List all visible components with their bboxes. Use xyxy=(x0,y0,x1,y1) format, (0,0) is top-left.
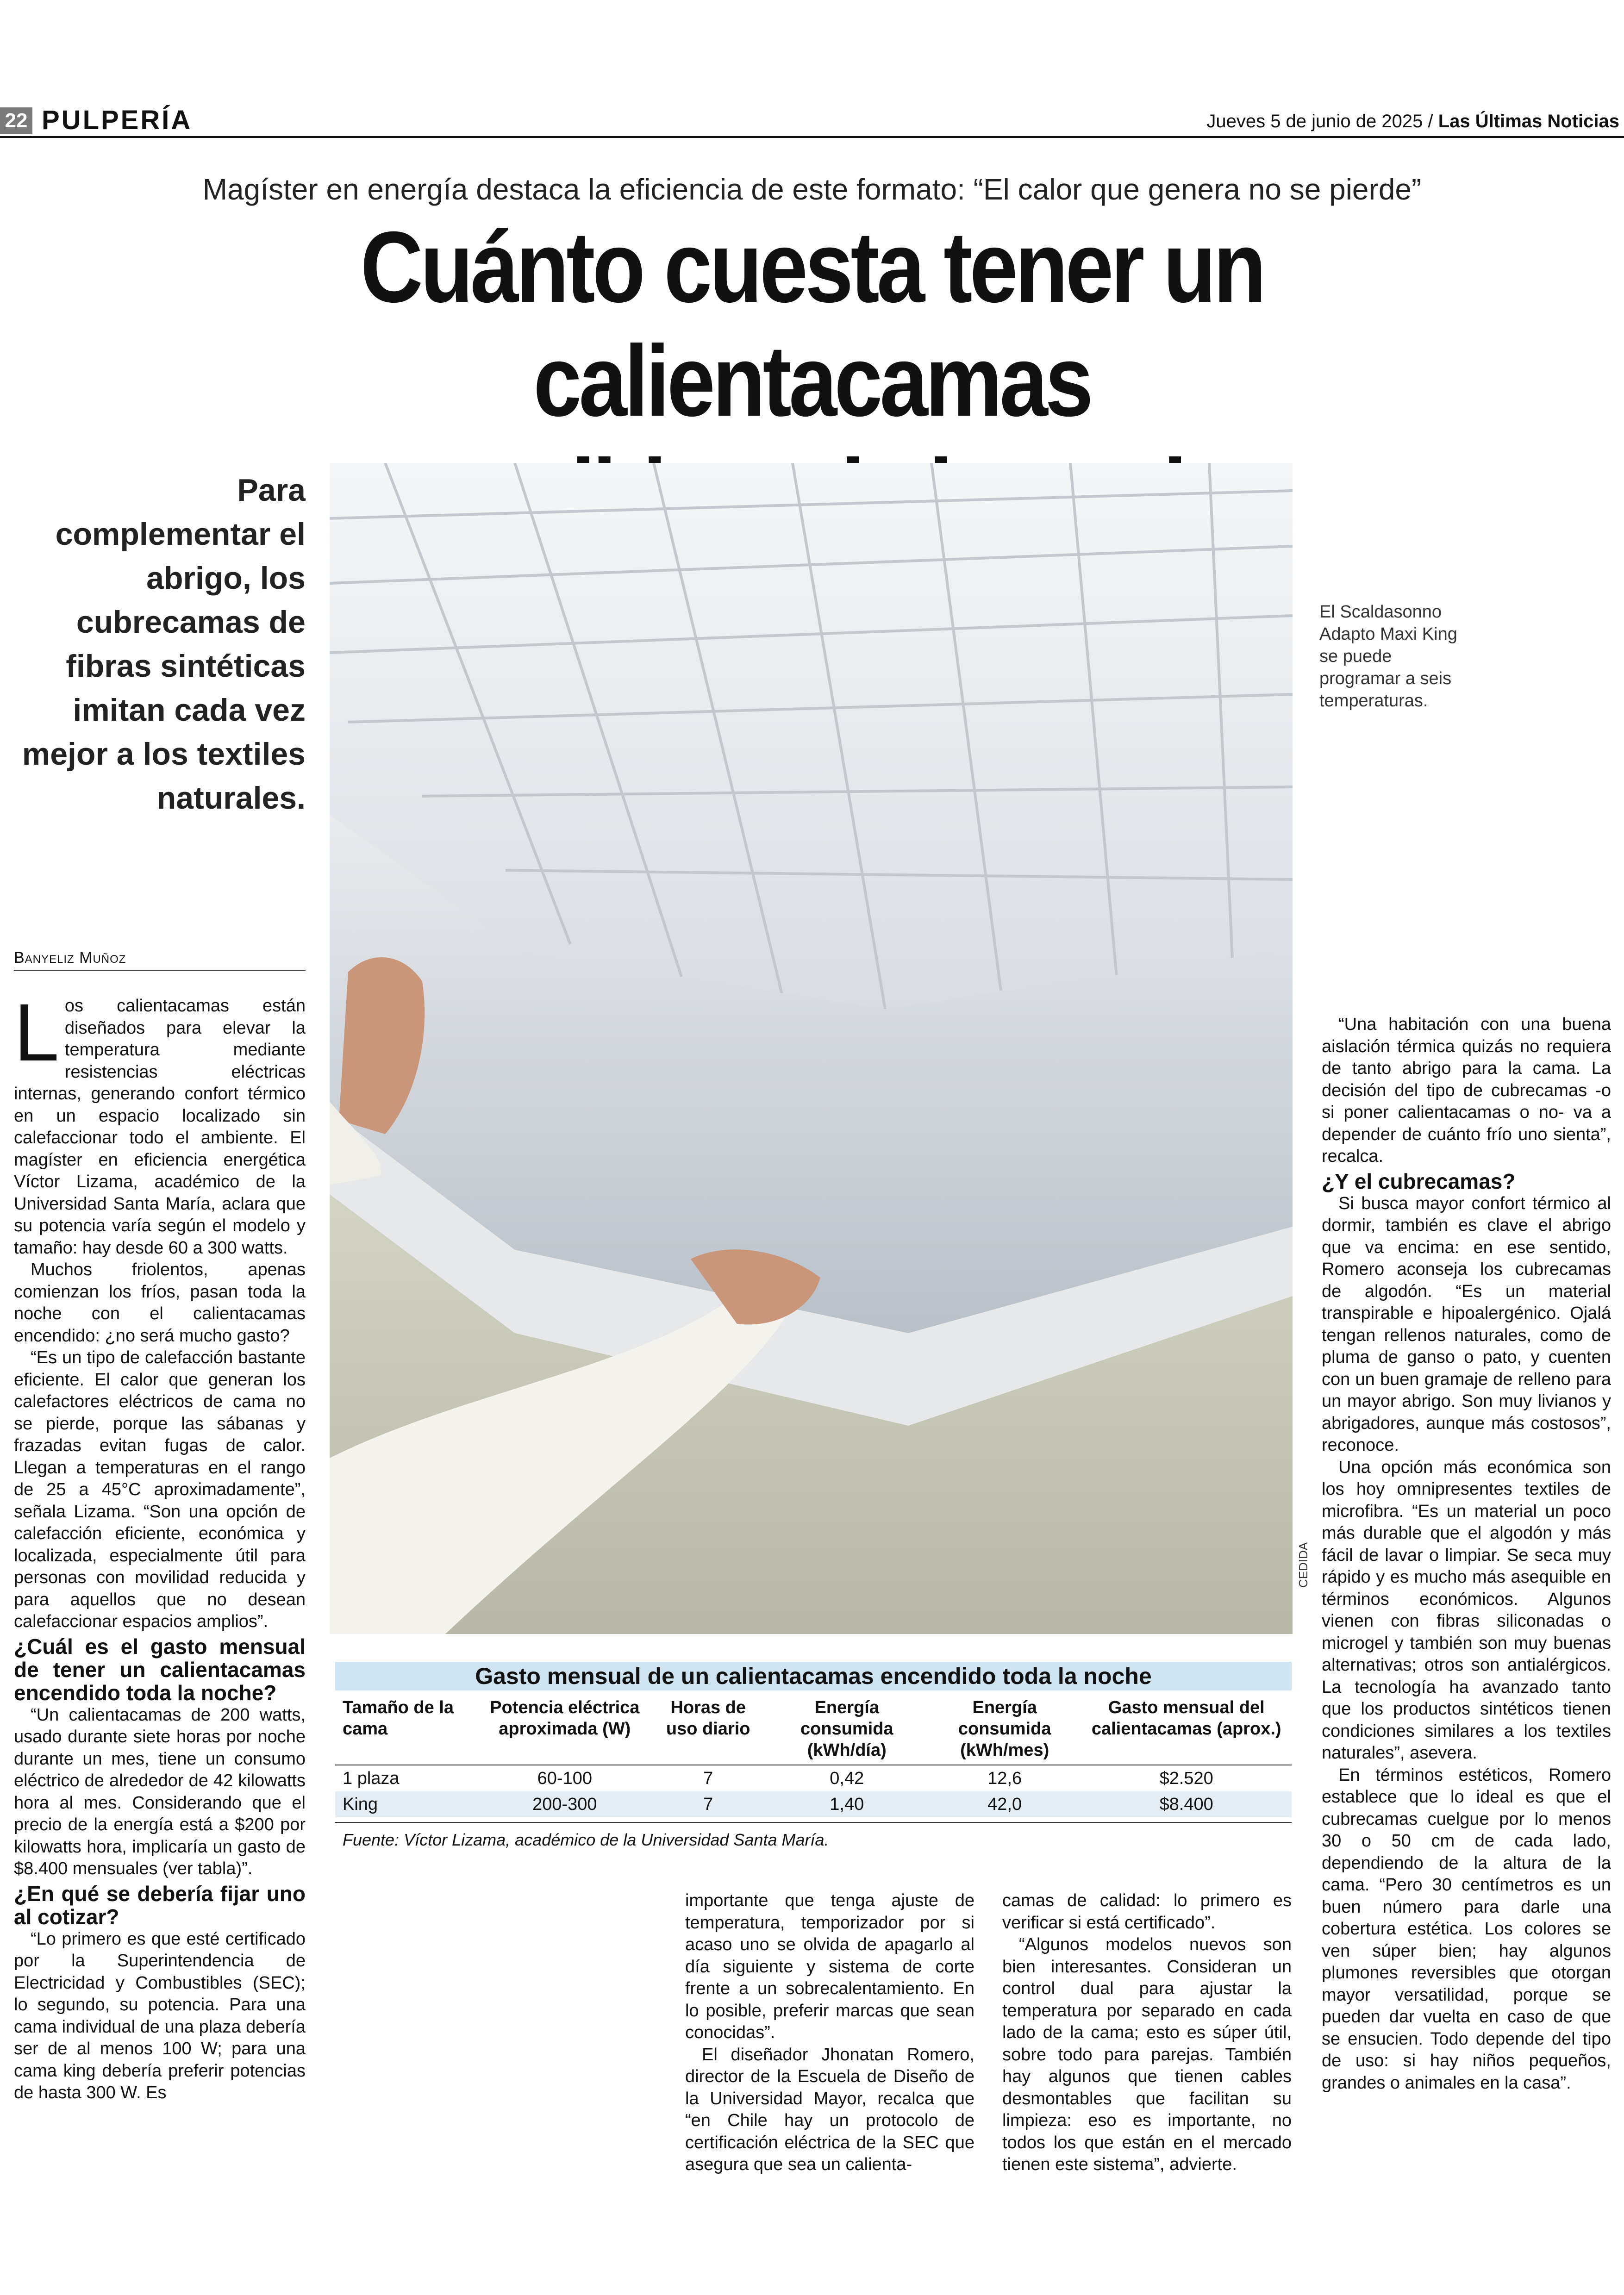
table-row xyxy=(335,1765,1292,1791)
byline: Banyeliz Muñoz xyxy=(14,949,126,967)
table-cell: 60-100 xyxy=(537,1769,592,1788)
table-cell: 7 xyxy=(651,1791,766,1817)
cost-table xyxy=(335,1662,1292,1850)
headline-line-1: Cuánto cuesta tener un calientacamas xyxy=(360,211,1264,437)
column-header: Horas de uso diario xyxy=(651,1690,766,1765)
paragraph-text: os calientacamas están diseñados para elevar la temperatura mediante resistencias eléctricas internas, generando confort térmico en un espacio localizado sin calefaccionar todo el ambiente. El magíster en eficiencia energética Víctor Lizama, académico de la Universidad Santa María, aclara que su potencia varía según el modelo y tamaño: hay desde 60 a 300 watts. xyxy=(14,996,306,1258)
paragraph: En términos estéticos, Romero establece que lo ideal es que el cubrecamas cuelgue por lo menos 30 o 50 cm de cada lado, dependiendo de la altura de la cama. “Pero 30 centímetros es un buen número para darle una cobertura estética. Los colores se ven súper bien; hay algunos plumones reversibles que otorgan mayor versatilidad, porque se pueden dar vuelta en caso de que se ensucien. Todo depende del tipo de uso: si hay niños pequeños, grandes o animales en la casa”. xyxy=(1322,1765,1611,2093)
subheading: ¿Cuál es el gasto mensual de tener un calientacamas encendido toda la noche? xyxy=(14,1634,306,1705)
column-header: Potencia eléctrica aproximada (W) xyxy=(479,1690,651,1765)
column-header: Energía consumida (kWh/día) xyxy=(766,1690,928,1765)
table-cell: 1 plaza xyxy=(343,1769,400,1788)
table-cell: 42,0 xyxy=(928,1791,1081,1817)
dateline xyxy=(1206,111,1619,132)
paragraph: camas de calidad: lo primero es verificar si está certificado”. xyxy=(1002,1891,1292,1933)
table-cell: $8.400 xyxy=(1081,1791,1292,1817)
drop-cap: L xyxy=(14,987,59,1078)
paragraph: Si busca mayor confort térmico al dormir, también es clave el abrigo que va encima: en ese sentido, Romero aconseja los cubrecamas de algodón. “Es un material transpirable e hipoalergénico. Ojalá tengan rellenos naturales, como de pluma de ganso o pato, y cuenten con un buen gramaje de relleno para un mayor abrigo. Son muy livianos y abrigadores, aunque más costosos”, reconoce. xyxy=(1322,1193,1611,1455)
paragraph: “Es un tipo de calefacción bastante eficiente. El calor que generan los calefactores eléctricos de cama no se pierde, porque las sábanas y frazadas evitan fugas de calor. Llegan a temperaturas en el rango de 25 a 45°C aproximadamente”, señala Lizama. “Son una opción de calefacción eficiente, económica y localizada, especialmente útil para personas con movilidad reducida y para aquellos que no desean calefaccionar espacios amplios”. xyxy=(14,1348,306,1631)
column-header: Energía consumida (kWh/mes) xyxy=(928,1690,1081,1765)
column-header: Tamaño de la cama xyxy=(335,1690,479,1765)
issue-date: Jueves 5 de junio de 2025 xyxy=(1206,111,1423,131)
body-column-5 xyxy=(1322,1014,1611,2094)
paragraph: Muchos friolentos, apenas comienzan los fríos, pasan toda la noche con el calientacamas encendido: ¿no será mucho gasto? xyxy=(14,1260,306,1346)
table-cell: 200-300 xyxy=(479,1791,651,1817)
publication-name: Las Últimas Noticias xyxy=(1438,111,1619,131)
paragraph: Una opción más económica son los hoy omnipresentes textiles de microfibra. “Es un material un poco más durable que el algodón y más fácil de lavar o limpiar. Se seca muy rápido y es mucho más asequible en términos económicos. Algunos vienen con fibras siliconadas o microgel y también son muy buenas alternativas; otros son antialérgicos. La tecnología ha avanzado tanto que los productos sintéticos tienen condiciones similares a los textiles naturales”, asevera. xyxy=(1322,1457,1611,1763)
header-rule xyxy=(0,136,1624,138)
subheading: ¿Y el cubrecamas? xyxy=(1322,1169,1516,1193)
photo-caption: El Scaldasonno Adapto Maxi King se puede programar a seis temperaturas. xyxy=(1319,602,1457,711)
byline-rule xyxy=(14,970,306,971)
table-title: Gasto mensual de un calientacamas encendido toda la noche xyxy=(335,1662,1292,1690)
page-number: 22 xyxy=(0,107,32,134)
paragraph: El diseñador Jhonatan Romero, director de la Escuela de Diseño de la Universidad Mayor, recalca que “en Chile hay un protocolo de certificación eléctrica de la SEC que asegura que sea un calienta- xyxy=(685,2045,974,2174)
paragraph: “Una habitación con una buena aislación térmica quizás no requiera de tanto abrigo para la cama. La decisión del tipo de cubrecamas -o si poner calientacamas o no- va a depender de cuánto frío uno sienta”, recalca. xyxy=(1322,1015,1611,1166)
body-column-4 xyxy=(1002,1890,1292,2176)
table-cell: King xyxy=(335,1791,479,1817)
table-row xyxy=(335,1791,1292,1817)
table-cell: 1,40 xyxy=(766,1791,928,1817)
body-column-3 xyxy=(685,1890,974,2176)
column-header: Gasto mensual del calientacamas (aprox.) xyxy=(1081,1690,1292,1765)
table-cell: 7 xyxy=(703,1769,713,1788)
paragraph: “Lo primero es que esté certificado por la Superintendencia de Electricidad y Combustibles (SEC); lo segundo, su potencia. Para una cama individual de una plaza debería ser de al menos 100 W; para una cama king debería preferir potencias de hasta 300 W. Es xyxy=(14,1929,306,2102)
subheading: ¿En qué se debería fijar uno al cotizar? xyxy=(14,1881,306,1929)
table-grid xyxy=(335,1690,1292,1817)
section-name: PULPERÍA xyxy=(42,105,193,135)
kicker: Magíster en energía destaca la eficiencia de este formato: “El calor que genera no se pierde” xyxy=(202,173,1422,206)
deck: Para complementar el abrigo, los cubrecamas de fibras sintéticas imitan cada vez mejor a los textiles naturales. xyxy=(22,473,306,816)
paragraph: importante que tenga ajuste de temperatura, temporizador por si acaso uno se olvida de apagarlo al día siguiente y sistema de corte frente a un sobrecalentamiento. En lo posible, preferir marcas que sean conocidas”. xyxy=(685,1891,974,2042)
paragraph: “Algunos modelos nuevos son bien interesantes. Consideran un control dual para ajustar la temperatura por separado en cada lado de la cama; esto es súper útil, sobre todo para parejas. También hay algunos que tienen cables desmontables que facilitan su limpieza: eso es importante, no todos los que están en el mercado tienen este sistema”, advierte. xyxy=(1002,1935,1292,2174)
date-separator: / xyxy=(1428,111,1433,131)
table-cell: 12,6 xyxy=(987,1769,1022,1788)
photo-credit: CEDIDA xyxy=(1296,1542,1310,1588)
table-header-row xyxy=(335,1690,1292,1765)
table-cell: 0,42 xyxy=(830,1769,864,1788)
mattress-photo xyxy=(330,463,1293,1634)
paragraph: “Un calientacamas de 200 watts, usado durante siete horas por noche durante un mes, tiene un consumo eléctrico de alrededor de 42 kilowatts hora al mes. Considerando que el precio de la energía está a $200 por kilowatts hora, implicaría un gasto de $8.400 mensuales (ver tabla)”. xyxy=(14,1705,306,1878)
table-cell: $2.520 xyxy=(1159,1769,1213,1788)
body-column-1 xyxy=(14,987,306,2104)
paragraph xyxy=(14,987,306,1259)
table-source: Fuente: Víctor Lizama, académico de la Universidad Santa María. xyxy=(343,1830,829,1849)
